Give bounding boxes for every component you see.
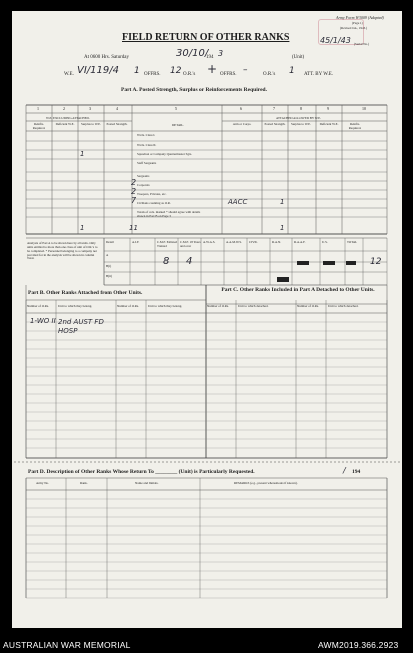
analysis-header-raaf: R.A.A.F. <box>294 240 306 244</box>
header-posted-strength: Posted Strength. <box>106 122 128 126</box>
offrs-value: 1 <box>134 66 140 76</box>
ors2-label: O.R.'s <box>263 72 276 77</box>
offrs2-label: OFFRS. <box>220 72 237 77</box>
column-number: 2 <box>63 106 65 111</box>
att-label: ATT. BY W.E. <box>304 72 334 77</box>
analysis-header-civil: CIVIL <box>249 240 258 244</box>
footer-left: AUSTRALIAN WAR MEMORIAL <box>3 640 131 650</box>
row-detail: Staff Sergeants <box>137 161 157 165</box>
form-page: (Page 1) <box>352 21 363 25</box>
at-line-prefix: At 0600 Hrs. Saturday <box>84 55 129 60</box>
part-b-header-number-2: Number of O.Rs. <box>117 304 139 308</box>
column-number: 10 <box>362 106 366 111</box>
total-deficient-value: 1 <box>80 224 85 232</box>
part-b-header-number: Number of O.Rs. <box>27 304 49 308</box>
at-line-year-hand: 3 <box>218 49 224 58</box>
serial-value: 45/1/43 <box>320 36 351 45</box>
troopers-posted-value: 7 <box>131 196 137 205</box>
row-detail: Totals of cols. marked * should agree with details shown in Part B on Page 3 <box>137 210 201 218</box>
analysis-header-total: TOTAL <box>347 240 358 244</box>
blocked-cell <box>346 261 356 265</box>
part-d-year: 194 <box>352 469 361 475</box>
at-line-date: 30/10/ <box>176 48 209 59</box>
offrs-label: OFFRS. <box>144 72 161 77</box>
analysis-header-cmf-trained: C.M.F. Enlisted Trained <box>157 240 178 248</box>
group-left-header: W.E. EXCLUDING ATTACHED. <box>46 116 90 120</box>
column-number: 5 <box>175 106 177 111</box>
blocked-cell <box>277 277 289 282</box>
sergeants-posted-value: 2 <box>131 178 137 187</box>
part-d-header-remarks: REMARKS (e.g., present whereabouts if known). <box>234 481 298 485</box>
header-surplus: Surplus to W.E. <box>80 122 101 126</box>
part-a-title: Part A. Posted Strength, Surplus or Reinforcements Required. <box>121 87 267 93</box>
part-d-date: / <box>343 466 346 475</box>
serial-label: (Serial No.) <box>354 42 370 46</box>
header-surplus-att: Surplus to W.E. <box>290 122 311 126</box>
offrs2-value: – <box>243 65 248 75</box>
troopers-att-posted-value: 1 <box>280 198 285 206</box>
header-arm-corps: Arm or Corps. <box>232 122 252 126</box>
analysis-header-detail: Detail <box>106 240 114 244</box>
column-number: 9 <box>327 106 329 111</box>
analysis-header-cmf-18: C.M.F. 18 Years and over <box>180 240 201 248</box>
row-detail: Sergeants <box>137 174 150 178</box>
part-c-title: Part C. Other Ranks Included in Part A Detached to Other Units. <box>221 287 375 293</box>
row-detail: Troopers, Privates, etc. <box>137 192 167 196</box>
corporals-posted-value: 2 <box>131 187 137 196</box>
part-c-header-unit-2: Unit to which detached. <box>328 304 359 308</box>
analysis-header-us: U.S. <box>322 240 328 244</box>
column-number: 1 <box>37 106 39 111</box>
form-number: Army Form W3009 (Adapted) <box>336 15 384 20</box>
part-c-header-number: Number of O.Rs. <box>207 304 229 308</box>
total-att-posted-value: 1 <box>280 224 285 232</box>
total-posted-value: 11 <box>129 224 138 232</box>
analysis-header-awas: A.W.A.S. <box>203 240 216 244</box>
part-c-header-number-2: Number of O.Rs. <box>297 304 319 308</box>
part-b-entry-number: 1-WO II <box>30 317 56 325</box>
detail-header: DETAIL. <box>172 123 185 127</box>
part-b-entry-unit: 2nd AUST FD HOSP <box>58 318 104 336</box>
row-detail: Civilians counting as O.R. <box>137 201 171 205</box>
analysis-header-aif: A.I.F. <box>132 240 140 244</box>
we-value: VI/119/4 <box>77 65 119 76</box>
unit-label: (Unit) <box>292 55 305 60</box>
analysis-total-value: 12 <box>370 257 382 267</box>
group-right-header: ATTACHED ALLOWED BY W.E. <box>276 116 322 120</box>
analysis-aif-value: 8 <box>163 256 170 267</box>
header-deficient-att: Deficient W.E. <box>319 122 339 126</box>
part-b-header-unit: Unit to which they belong. <box>58 304 93 308</box>
column-number: 7 <box>273 106 275 111</box>
ors-value: 12 <box>170 66 182 76</box>
ors2-value: 1 <box>289 66 295 76</box>
column-number: 8 <box>300 106 302 111</box>
row-detail: Corporals <box>137 183 150 187</box>
header-deficient: Deficient W.E. <box>55 122 75 126</box>
part-d-header-name: Name and Initials. <box>135 481 159 485</box>
header-reinfts-required: Reinfts. Required. <box>32 122 46 130</box>
part-d-header-rank: Rank. <box>80 481 88 485</box>
row-detail: Squadron or Company Quartermaster Sgts. <box>137 152 192 156</box>
part-d-header-army-no: Army No. <box>36 481 49 485</box>
header-reinfts-att: Reinfts. Required. <box>348 122 362 130</box>
analysis-row-label: B(i) <box>106 264 112 268</box>
form-revised: (Revised Jan., 1943.) <box>340 26 368 30</box>
analysis-row-label: B(ii) <box>106 274 113 278</box>
header-posted-strength-att: Posted Strength. <box>264 122 286 126</box>
we-label: W.E. <box>64 72 74 77</box>
ors-label: O.R.'s <box>183 72 196 77</box>
column-number: 4 <box>116 106 118 111</box>
column-number: 6 <box>240 106 242 111</box>
column-number: 3 <box>89 106 91 111</box>
part-d-title: Part D. Description of Other Ranks Whose Return To ________ (Unit) is Particularly Requested. <box>28 469 255 475</box>
part-b-title: Part B. Other Ranks Attached from Other Units. <box>28 290 143 296</box>
analysis-row-label: A <box>106 253 109 257</box>
analysis-cmf-value: 4 <box>186 256 193 267</box>
part-c-header-unit: Unit to which detached. <box>238 304 269 308</box>
footer-right: AWM2019.366.2923 <box>318 640 399 650</box>
row-detail: W.Os. Class I. <box>137 133 156 137</box>
analysis-note: Analysis of Part A to be shown here by all units. Only units entitled to more than one class of unit of O.R.'s to be completed. * Personnel belonging to a company not provided for in the analysis will be shown in column Total. <box>27 241 98 261</box>
form-title: FIELD RETURN OF OTHER RANKS <box>122 32 290 43</box>
blocked-cell <box>323 261 335 265</box>
part-b-header-unit-2: Unit to which they belong. <box>148 304 183 308</box>
blocked-cell <box>297 261 309 265</box>
row-detail: W.Os. Class II. <box>137 143 157 147</box>
troopers-arm-value: AACC <box>228 198 248 206</box>
plus-sign: + <box>207 62 218 76</box>
analysis-header-ran: R.A.N. <box>272 240 282 244</box>
analysis-header-aamws: A.A.M.W.S. <box>226 240 242 244</box>
wo2-deficient-value: 1 <box>80 150 85 158</box>
at-line-year: 194 <box>206 55 214 60</box>
